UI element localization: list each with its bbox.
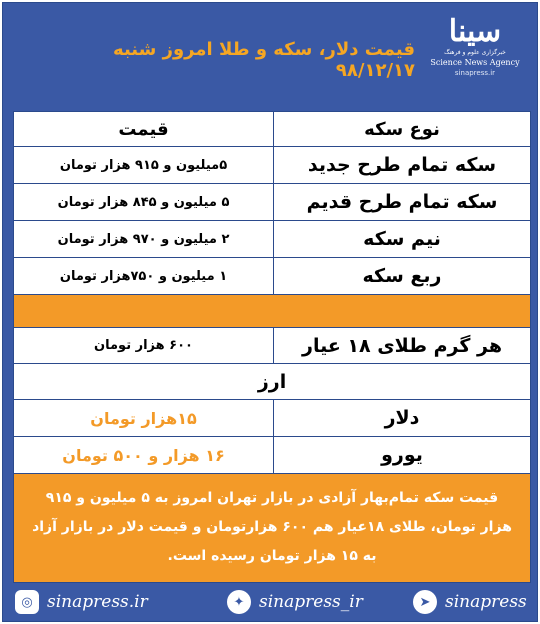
twitter-icon: ✦ bbox=[227, 590, 251, 614]
telegram-handle: sinapress bbox=[445, 592, 527, 612]
coin-name: نیم سکه bbox=[273, 221, 530, 257]
currency-heading: ارز bbox=[257, 370, 287, 393]
currency-price: ۱۵هزار تومان bbox=[90, 408, 197, 428]
summary-note: قیمت سکه تمام‌بهار آزادی در بازار تهران امروز به ۵ میلیون و ۹۱۵ هزار تومان، طلای ۱۸عیار هم ۶۰۰ هزارتومان و قیمت دلار در بازار آزاد به ۱۵ هزار تومان رسیده است. bbox=[13, 473, 531, 583]
twitter-link[interactable] bbox=[227, 589, 363, 615]
telegram-icon: ➤ bbox=[413, 590, 437, 614]
coin-price: ۲ میلیون و ۹۷۰ هزار تومان bbox=[57, 231, 230, 247]
currency-heading-row bbox=[13, 364, 531, 400]
price-table bbox=[13, 111, 531, 474]
logo-subtitle: خبرگزاری علوم و فرهنگ bbox=[444, 49, 506, 56]
currency-name: دلار bbox=[273, 400, 530, 436]
telegram-link[interactable] bbox=[413, 589, 527, 615]
table-row bbox=[13, 221, 531, 258]
table-row bbox=[13, 328, 531, 364]
table-header-row bbox=[13, 111, 531, 147]
coin-price: ۵میلیون و ۹۱۵ هزار تومان bbox=[59, 157, 228, 173]
currency-name: یورو bbox=[273, 437, 530, 473]
coin-name: سکه تمام طرح جدید bbox=[273, 147, 530, 183]
table-row bbox=[13, 258, 531, 295]
coin-price: ۱ میلیون و ۷۵۰هزار تومان bbox=[59, 268, 228, 284]
instagram-link[interactable] bbox=[15, 589, 148, 615]
table-row bbox=[13, 147, 531, 184]
table-row bbox=[13, 400, 531, 437]
footer bbox=[3, 585, 539, 619]
coin-name: ربع سکه bbox=[273, 258, 530, 294]
header-type: نوع سکه bbox=[273, 112, 530, 146]
header bbox=[3, 3, 539, 109]
gold-price: ۶۰۰ هزار تومان bbox=[94, 338, 193, 353]
coin-name: سکه تمام طرح قدیم bbox=[273, 184, 530, 220]
logo-mark: سینا bbox=[448, 14, 502, 49]
logo-url: sinapress.ir bbox=[454, 69, 496, 77]
instagram-handle: sinapress.ir bbox=[47, 592, 148, 612]
gold-name: هر گرم طلای ۱۸ عیار bbox=[273, 328, 530, 363]
currency-price: ۱۶ هزار و ۵۰۰ تومان bbox=[62, 445, 225, 465]
coin-price: ۵ میلیون و ۸۴۵ هزار تومان bbox=[57, 194, 230, 210]
instagram-icon: ◎ bbox=[15, 590, 39, 614]
sina-logo bbox=[423, 15, 527, 97]
twitter-handle: sinapress_ir bbox=[259, 592, 363, 612]
header-price: قیمت bbox=[118, 118, 169, 140]
table-row bbox=[13, 437, 531, 474]
table-row bbox=[13, 184, 531, 221]
page-title: قیمت دلار، سکه و طلا امروز شنبه ۹۸/۱۲/۱۷ bbox=[113, 39, 415, 81]
separator-bar bbox=[13, 295, 531, 328]
infographic-frame bbox=[2, 2, 538, 622]
logo-english: Science News Agency bbox=[430, 58, 520, 67]
